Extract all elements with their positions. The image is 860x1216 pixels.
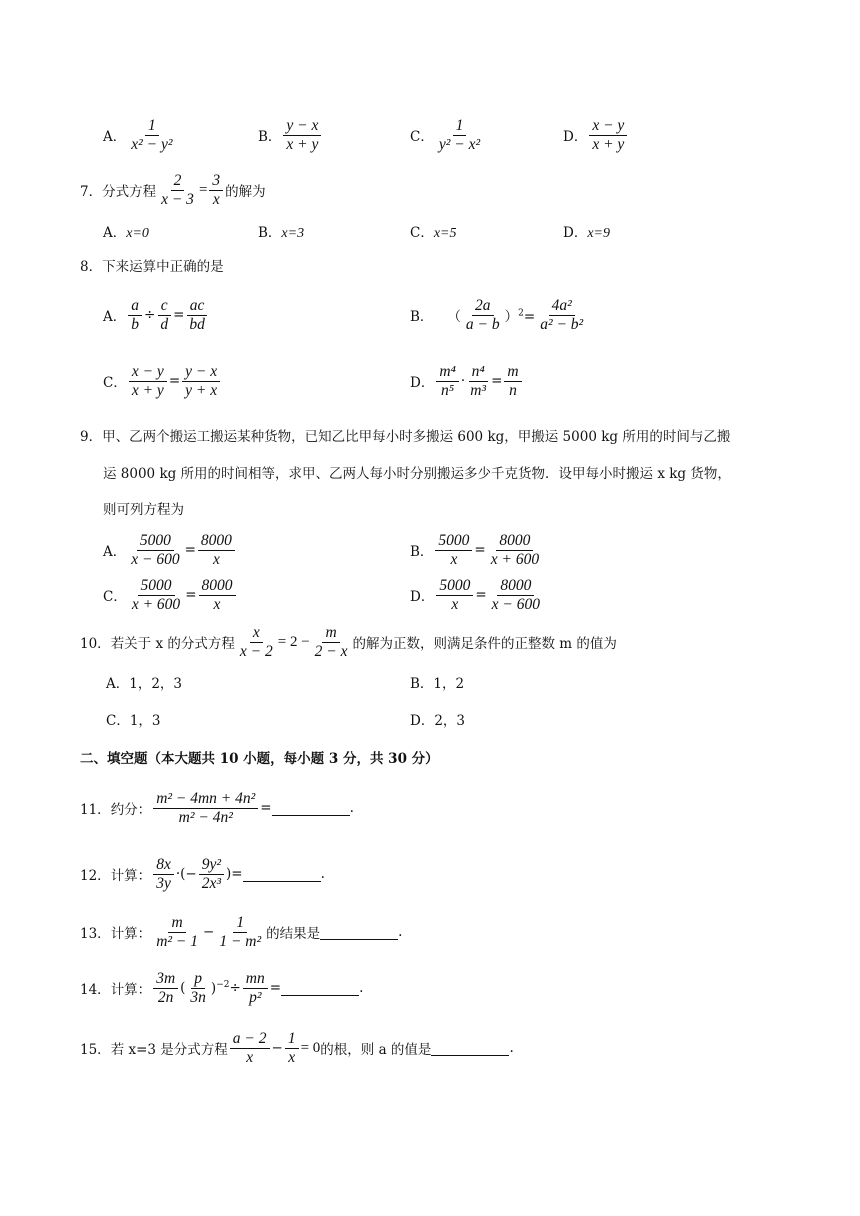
q15: 15． 若 x=3 是分式方程 $\frac{a - 2}{x}$ − $\frac{1}{x}$ = 0 的根，则 a 的值是 . <box>80 1030 514 1066</box>
q10-stem: 10． 若关于 x 的分式方程 $\frac{x}{x - 2}$ = 2 − $\frac{m}{2 - x}$ 的解为正数，则满足条件的正整数 m 的值为 <box>80 624 617 660</box>
fraction: $\frac{c}{d}$ <box>157 297 171 334</box>
fraction: $\frac{ac}{bd}$ <box>186 297 208 334</box>
fraction: $\frac{1}{\text{y² − x²}}$ <box>438 117 481 153</box>
q8-stem: 8．下来运算中正确的是 <box>80 259 224 275</box>
answer-blank[interactable] <box>272 801 350 816</box>
fraction: $\frac{3}{x}$ <box>209 172 223 209</box>
fraction: $\frac{8000}{x}$ <box>198 532 235 569</box>
q12: 12． 计算： $\frac{8x}{3y}$ ·(− $\frac{\text{9y²}}{\text{2x³}}$ )= . <box>80 856 325 892</box>
fraction: $\frac{\text{m² − 4mn + 4n²}}{\text{m² − 4n²}}$ <box>153 790 258 827</box>
fraction: $\frac{mn}{\text{p²}}$ <box>243 970 268 1007</box>
fraction: $\frac{1}{\text{x² − y²}}$ <box>131 117 173 153</box>
fraction: $\frac{\text{4a²}}{\text{a² − b²}}$ <box>540 297 584 333</box>
fraction: $\frac{5000}{x}$ <box>436 577 473 614</box>
fraction: $\frac{m}{n}$ <box>504 363 521 400</box>
q13: 13． 计算： $\frac{m}{\text{m² − 1}}$ − $\frac{1}{\text{1 − m²}}$ 的结果是 . <box>80 914 403 950</box>
q8-option-c: C． $\frac{x - y}{x + y}$ = $\frac{y - x}{y + x}$ <box>103 363 222 400</box>
q6-option-a: A． $\frac{1}{\text{x² − y²}}$ <box>103 117 178 154</box>
answer-blank[interactable] <box>243 867 321 882</box>
fraction: $\frac{2a}{a - b}$ <box>465 297 500 333</box>
section-heading: 二、填空题（本大题共 10 小题，每小题 3 分，共 30 分） <box>80 751 439 767</box>
fraction: $\frac{5000}{x}$ <box>435 532 472 569</box>
q7-option-b: B．x=3 <box>258 225 305 241</box>
fraction: $\frac{m}{\text{m² − 1}}$ <box>156 914 198 950</box>
fraction: $\frac{5000}{x + 600}$ <box>131 577 181 613</box>
q7-stem: 7． 分式方程 $\frac{2}{x - 3}$ = $\frac{3}{x}$ 的解为 <box>80 172 266 208</box>
q9-option-a: A． $\frac{5000}{x - 600}$ = $\frac{8000}{x}$ <box>103 532 237 569</box>
fraction: $\frac{\text{n⁴}}{\text{m³}}$ <box>470 363 487 399</box>
fraction: $\frac{p}{3n}$ <box>190 970 206 1006</box>
fraction: $\frac{x - y}{x + y}$ <box>129 363 167 400</box>
fraction: $\frac{a - 2}{x}$ <box>230 1030 270 1067</box>
fraction: $\frac{x - y}{x + y}$ <box>589 117 627 154</box>
fraction: $\frac{8000}{x + 600}$ <box>490 532 540 568</box>
q6-option-c: C． $\frac{1}{\text{y² − x²}}$ <box>410 117 485 154</box>
q9-option-d: D． $\frac{5000}{x}$ = $\frac{8000}{x - 600}$ <box>410 577 545 614</box>
answer-blank[interactable] <box>281 981 359 996</box>
q7-option-a: A．x=0 <box>103 225 149 241</box>
q14: 14． 计算： $\frac{3m}{2n}$ ( $\frac{p}{3n}$ )$^{-2}$ ÷ $\frac{mn}{\text{p²}}$ = . <box>80 970 364 1006</box>
fraction: $\frac{1}{x}$ <box>285 1030 299 1067</box>
q9-stem-line1: 9．甲、乙两个搬运工搬运某种货物，已知乙比甲每小时多搬运 600 kg，甲搬运 5000 kg 所用的时间与乙搬 <box>80 429 731 445</box>
q10-option-c: C．1，3 <box>106 713 161 729</box>
fraction: $\frac{5000}{x - 600}$ <box>131 532 180 568</box>
fraction: $\frac{x}{x - 2}$ <box>239 624 273 660</box>
fraction: $\frac{8000}{x}$ <box>199 577 236 614</box>
fraction: $\frac{y - x}{y + x}$ <box>182 363 220 400</box>
fraction: $\frac{\text{9y²}}{\text{2x³}}$ <box>199 856 224 893</box>
q11: 11． 约分： $\frac{\text{m² − 4mn + 4n²}}{\text{m² − 4n²}}$ = . <box>80 790 354 826</box>
q8-option-a: A． $\frac{a}{b}$ ÷ $\frac{c}{d}$ = $\frac{ac}{bd}$ <box>103 297 210 334</box>
fraction: $\frac{1}{\text{1 − m²}}$ <box>219 914 262 950</box>
fraction: $\frac{m}{2 - x}$ <box>314 624 348 660</box>
q8-option-d: D． $\frac{\text{m⁴}}{\text{n⁵}}$ · $\frac{\text{n⁴}}{\text{m³}}$ = $\frac{m}{n}$ <box>410 363 524 400</box>
q7-option-c: C．x=5 <box>410 225 457 241</box>
fraction: $\frac{3m}{2n}$ <box>153 970 178 1007</box>
answer-blank[interactable] <box>320 925 398 940</box>
answer-blank[interactable] <box>431 1041 509 1056</box>
fraction: $\frac{2}{x - 3}$ <box>161 172 194 208</box>
q6-option-b: B． $\frac{y - x}{x + y}$ <box>258 117 323 154</box>
fraction: $\frac{8000}{x - 600}$ <box>491 577 540 613</box>
q10-option-a: A．1，2，3 <box>106 676 183 692</box>
q9-option-c: C． $\frac{5000}{x + 600}$ = $\frac{8000}{x}$ <box>103 577 238 614</box>
q9-stem-line3: 则可列方程为 <box>103 502 184 518</box>
fraction: $\frac{\text{m⁴}}{\text{n⁵}}$ <box>436 363 459 400</box>
q7-option-d: D．x=9 <box>563 225 610 241</box>
fraction: $\frac{a}{b}$ <box>128 297 142 334</box>
fraction: $\frac{8x}{3y}$ <box>153 856 174 893</box>
q8-option-b: B． （ $\frac{2a}{a - b}$ ）$^2$= $\frac{\text{4a²}}{\text{a² − b²}}$ <box>410 297 588 334</box>
q9-stem-line2: 运 8000 kg 所用的时间相等，求甲、乙两人每小时分别搬运多少千克货物．设甲每小时搬运 x kg 货物， <box>103 466 731 482</box>
q10-option-b: B．1，2 <box>410 676 465 692</box>
fraction: $\frac{y - x}{x + y}$ <box>283 117 321 154</box>
q10-option-d: D．2，3 <box>410 713 466 729</box>
q9-option-b: B． $\frac{5000}{x}$ = $\frac{8000}{x + 600}$ <box>410 532 544 569</box>
q6-option-d: D． $\frac{x - y}{x + y}$ <box>563 117 629 154</box>
